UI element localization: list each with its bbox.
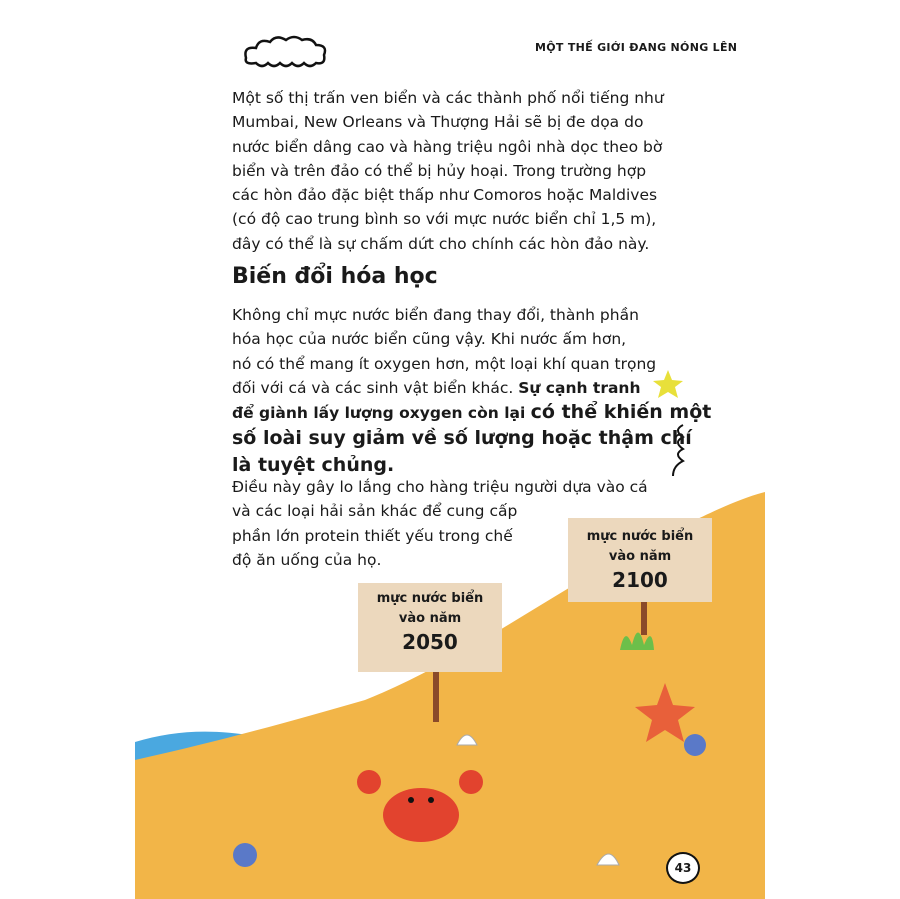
sign-2100 xyxy=(568,518,712,602)
emphasis-text: có thể khiến một xyxy=(530,401,712,424)
sign-year: 2100 xyxy=(612,568,668,592)
emphasis-text: số loài suy giảm về số lượng hoặc thậm chí xyxy=(232,427,692,450)
cloud-icon xyxy=(245,37,325,66)
text-line: các hòn đảo đặc biệt thấp như Comoros hoặc Maldives xyxy=(232,186,658,205)
sign-post-2050 xyxy=(433,670,439,722)
text-line: Một số thị trấn ven biển và các thành phố nổi tiếng như xyxy=(232,89,664,107)
text-line: (có độ cao trung bình so với mực nước biển chỉ 1,5 m), xyxy=(232,210,657,229)
paragraph-chemistry xyxy=(232,303,711,479)
text-line: độ ăn uống của họ. xyxy=(232,550,382,569)
sign-year: 2050 xyxy=(402,630,458,654)
text-line: nó có thể mang ít oxygen hơn, một loại khí quan trọng xyxy=(232,354,657,373)
text-line: nước biển dâng cao và hàng triệu ngôi nhà dọc theo bờ xyxy=(232,137,663,156)
book-page xyxy=(135,0,765,899)
text-line: và các loại hải sản khác để cung cấp xyxy=(232,502,518,521)
sign-label: mực nước biển xyxy=(586,529,694,544)
emphasis-text: là tuyệt chủng. xyxy=(232,454,395,477)
text-line xyxy=(232,400,711,425)
sign-label: vào năm xyxy=(608,549,672,564)
text-line: phần lớn protein thiết yếu trong chế xyxy=(232,526,513,545)
paragraph-sea-level xyxy=(232,86,664,256)
sign-label: vào năm xyxy=(398,611,462,626)
sign-post-2100 xyxy=(641,600,647,635)
text-line xyxy=(232,376,711,400)
text-line: đây có thể là sự chấm dứt cho chính các hòn đảo này. xyxy=(232,234,650,253)
running-title: MỘT THẾ GIỚI ĐANG NÓNG LÊN xyxy=(535,41,738,54)
text-line: Mumbai, New Orleans và Thượng Hải sẽ bị đe dọa do xyxy=(232,113,644,132)
text-span: đối với cá và các sinh vật biển khác. xyxy=(232,378,519,397)
snail-shell-icon xyxy=(233,843,257,867)
section-heading: Biến đổi hóa học xyxy=(232,264,438,289)
bold-text: để giành lấy lượng oxygen còn lại xyxy=(232,404,531,423)
text-line: Không chỉ mực nước biển đang thay đổi, thành phần xyxy=(232,306,639,324)
snail-shell-icon xyxy=(684,734,706,756)
text-line: hóa học của nước biển cũng vậy. Khi nước ấm hơn, xyxy=(232,330,627,349)
bold-text: Sự cạnh tranh xyxy=(518,378,641,397)
sign-2050 xyxy=(358,583,502,672)
page-number: 43 xyxy=(666,852,700,884)
text-line: Điều này gây lo lắng cho hàng triệu người dựa vào cá xyxy=(232,478,648,496)
sign-label: mực nước biển xyxy=(376,591,484,606)
text-line: biển và trên đảo có thể bị hủy hoại. Trong trường hợp xyxy=(232,161,647,180)
